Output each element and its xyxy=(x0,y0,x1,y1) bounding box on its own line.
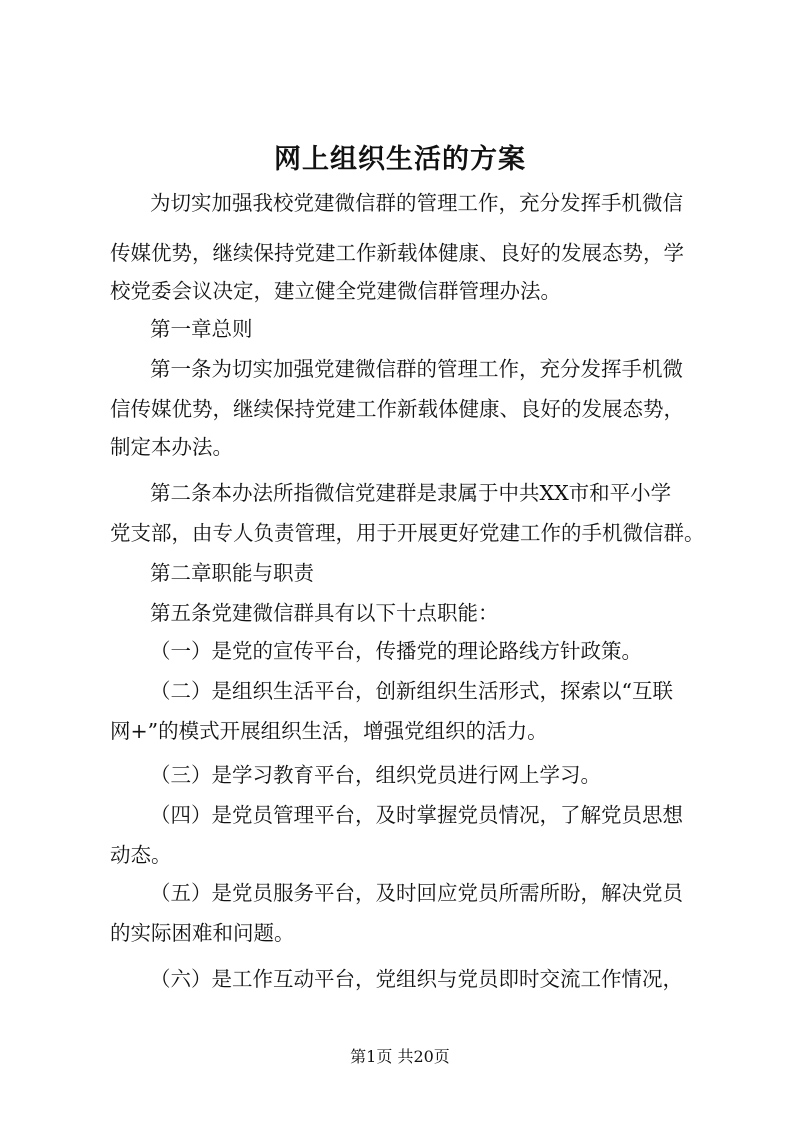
list-item: （一）是党的宣传平台，传播党的理论路线方针政策。 xyxy=(150,639,642,663)
paragraph-line: 为切实加强我校党建微信群的管理工作，充分发挥手机微信 xyxy=(150,191,683,215)
paragraph-line: 传媒优势，继续保持党建工作新载体健康、良好的发展态势，学 xyxy=(110,241,684,265)
list-item: （五）是党员服务平台，及时回应党员所需所盼，解决党员 xyxy=(150,881,683,905)
list-item-continuation: 动态。 xyxy=(110,843,172,867)
list-item-continuation: 的实际困难和问题。 xyxy=(110,921,295,945)
paragraph-line: 第一条为切实加强党建微信群的管理工作，充分发挥手机微 xyxy=(150,357,683,381)
paragraph-line: 制定本办法。 xyxy=(110,435,233,459)
paragraph-line: 校党委会议决定，建立健全党建微信群管理办法。 xyxy=(110,279,561,303)
paragraph-line: 党支部，由专人负责管理，用于开展更好党建工作的手机微信群。 xyxy=(110,521,705,545)
list-item-continuation: 网+”的模式开展组织生活，增强党组织的活力。 xyxy=(110,719,548,743)
chapter-heading: 第一章总则 xyxy=(150,317,253,341)
paragraph-line: 第五条党建微信群具有以下十点职能： xyxy=(150,601,499,625)
paragraph-line: 信传媒优势，继续保持党建工作新载体健康、良好的发展态势， xyxy=(110,397,684,421)
list-item: （三）是学习教育平台，组织党员进行网上学习。 xyxy=(150,763,601,787)
document-title: 网上组织生活的方案 xyxy=(274,144,526,175)
page-number-footer: 第1页 共20页 xyxy=(350,1047,450,1066)
list-item: （二）是组织生活平台，创新组织生活形式，探索以“互联 xyxy=(150,679,673,703)
list-item: （四）是党员管理平台，及时掌握党员情况，了解党员思想 xyxy=(150,803,683,827)
chapter-heading: 第二章职能与职责 xyxy=(150,561,314,585)
list-item: （六）是工作互动平台，党组织与党员即时交流工作情况， xyxy=(150,967,683,991)
paragraph-line: 第二条本办法所指微信党建群是隶属于中共XX市和平小学 xyxy=(150,481,672,505)
